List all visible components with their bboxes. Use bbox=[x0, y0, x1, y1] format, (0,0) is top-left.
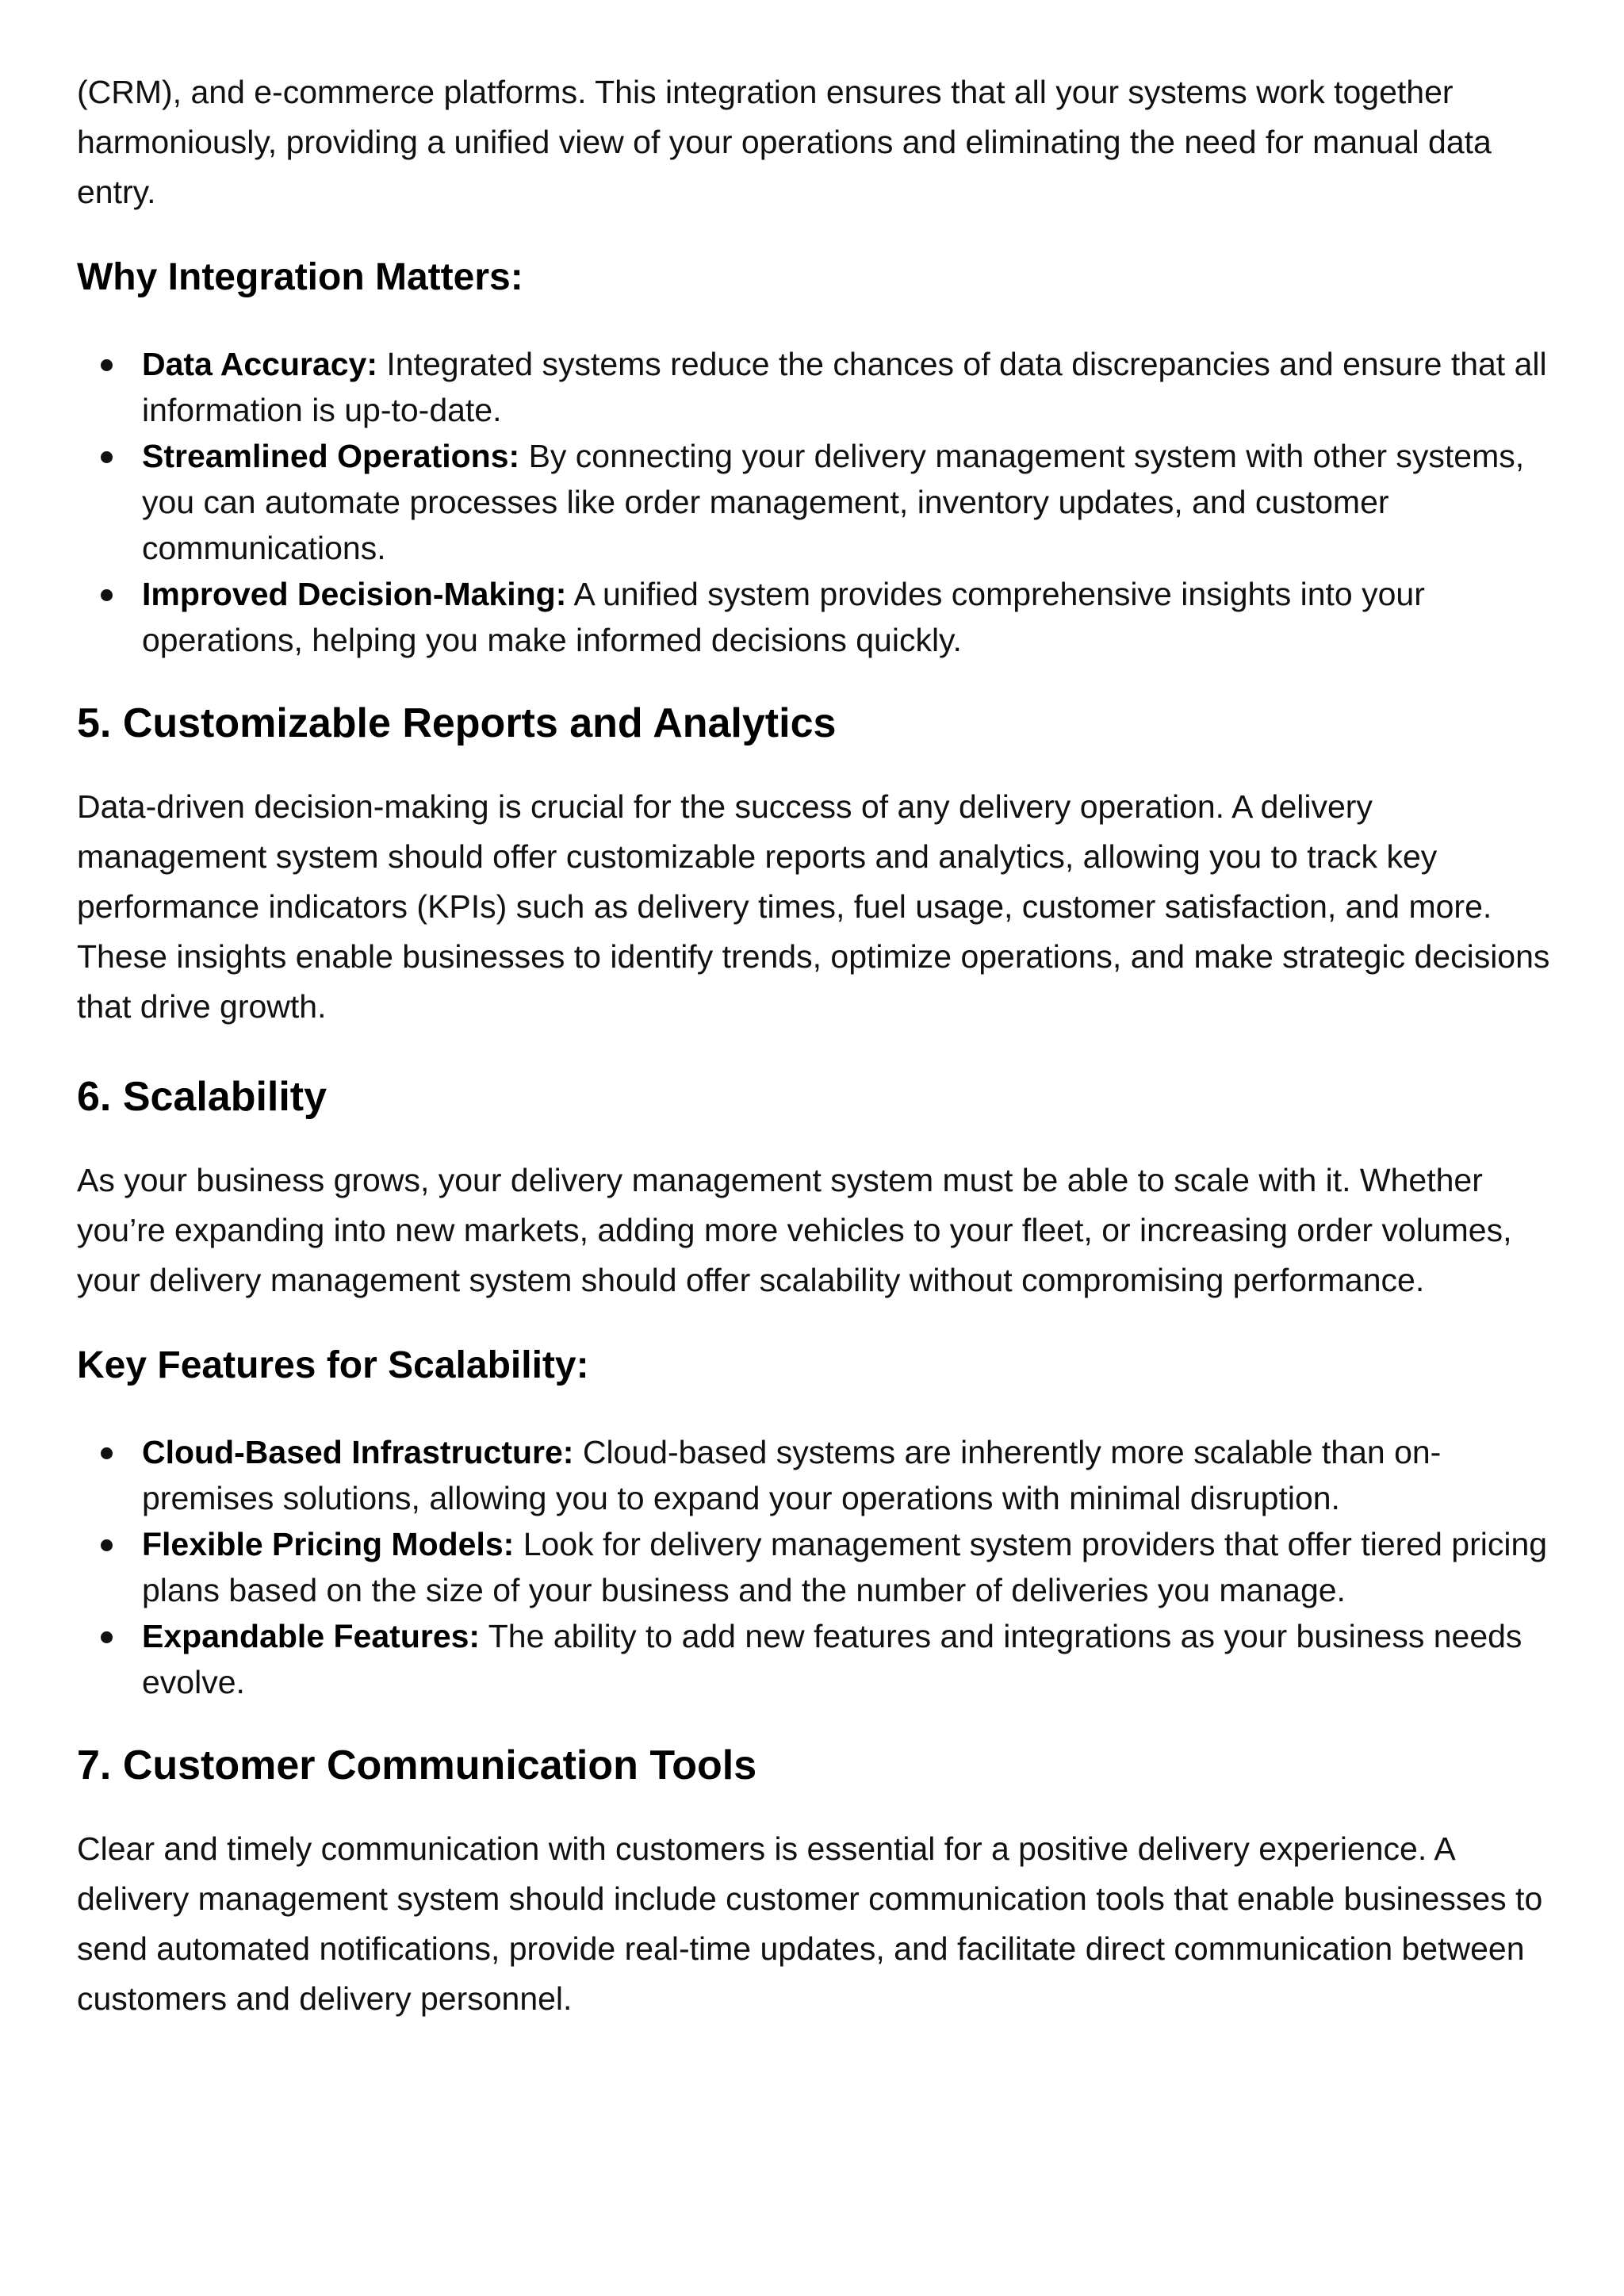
document-page bbox=[77, 67, 1568, 2024]
list-item-term: Data Accuracy: bbox=[142, 346, 378, 382]
scalability-list bbox=[77, 1429, 1568, 1705]
list-item bbox=[142, 571, 1568, 663]
list-item-term: Flexible Pricing Models: bbox=[142, 1526, 515, 1562]
list-item-term: Cloud-Based Infrastructure: bbox=[142, 1434, 574, 1470]
list-item-term: Expandable Features: bbox=[142, 1618, 481, 1654]
section-5-paragraph: Data-driven decision-making is crucial for the success of any delivery operation. A delivery management system should offer customizable reports and analytics, allowing you to track key performance indicators (KPIs) such as delivery times, fuel usage, customer satisfaction, and more. These insights enable businesses to identify trends, optimize operations, and make strategic decisions that drive growth. bbox=[77, 788, 1550, 1025]
list-item-text: Look for delivery management system providers that offer tiered pricing plans based on the size of your business and the number of deliveries you manage. bbox=[142, 1526, 1548, 1608]
scalability-subheading: Key Features for Scalability: bbox=[77, 1344, 589, 1386]
section-7-heading: 7. Customer Communication Tools bbox=[77, 1742, 757, 1788]
list-item-term: Improved Decision-Making: bbox=[142, 576, 567, 612]
integration-subheading: Why Integration Matters: bbox=[77, 256, 523, 298]
section-7-paragraph: Clear and timely communication with customers is essential for a positive delivery experience. A delivery management system should include customer communication tools that enable businesses to send automated notifications, provide real-time updates, and facilitate direct communication between customers and delivery personnel. bbox=[77, 1830, 1543, 2017]
list-item-text: Integrated systems reduce the chances of data discrepancies and ensure that all information is up-to-date. bbox=[142, 346, 1547, 428]
section-6-paragraph: As your business grows, your delivery management system must be able to scale with it. Whether you’re expanding into new markets, adding more vehicles to your fleet, or increasing order volumes, your delivery management system should offer scalability without compromising performance. bbox=[77, 1162, 1512, 1298]
section-5-heading: 5. Customizable Reports and Analytics bbox=[77, 700, 837, 746]
list-item bbox=[142, 433, 1568, 571]
list-item-text: Cloud-based systems are inherently more scalable than on-premises solutions, allowing you to expand your operations with minimal disruption. bbox=[142, 1434, 1442, 1516]
bullet-icon bbox=[101, 451, 113, 463]
bullet-icon bbox=[101, 1447, 113, 1459]
integration-list bbox=[77, 341, 1568, 663]
list-item bbox=[142, 1613, 1568, 1705]
bullet-icon bbox=[101, 1539, 113, 1551]
list-item-term: Streamlined Operations: bbox=[142, 438, 520, 474]
list-item-text: The ability to add new features and integrations as your business needs evolve. bbox=[142, 1618, 1522, 1700]
list-item bbox=[142, 1521, 1568, 1613]
list-item bbox=[142, 341, 1568, 433]
intro-paragraph: (CRM), and e-commerce platforms. This integration ensures that all your systems work together harmoniously, providing a unified view of your operations and eliminating the need for manual data entry. bbox=[77, 74, 1492, 210]
bullet-icon bbox=[101, 1631, 113, 1643]
bullet-icon bbox=[101, 359, 113, 371]
list-item-text: By connecting your delivery management system with other systems, you can automate processes like order management, inventory updates, and customer communications. bbox=[142, 438, 1525, 566]
bullet-icon bbox=[101, 589, 113, 601]
list-item bbox=[142, 1429, 1568, 1521]
section-6-heading: 6. Scalability bbox=[77, 1074, 327, 1120]
list-item-text: A unified system provides comprehensive insights into your operations, helping you make informed decisions quickly. bbox=[142, 576, 1425, 658]
